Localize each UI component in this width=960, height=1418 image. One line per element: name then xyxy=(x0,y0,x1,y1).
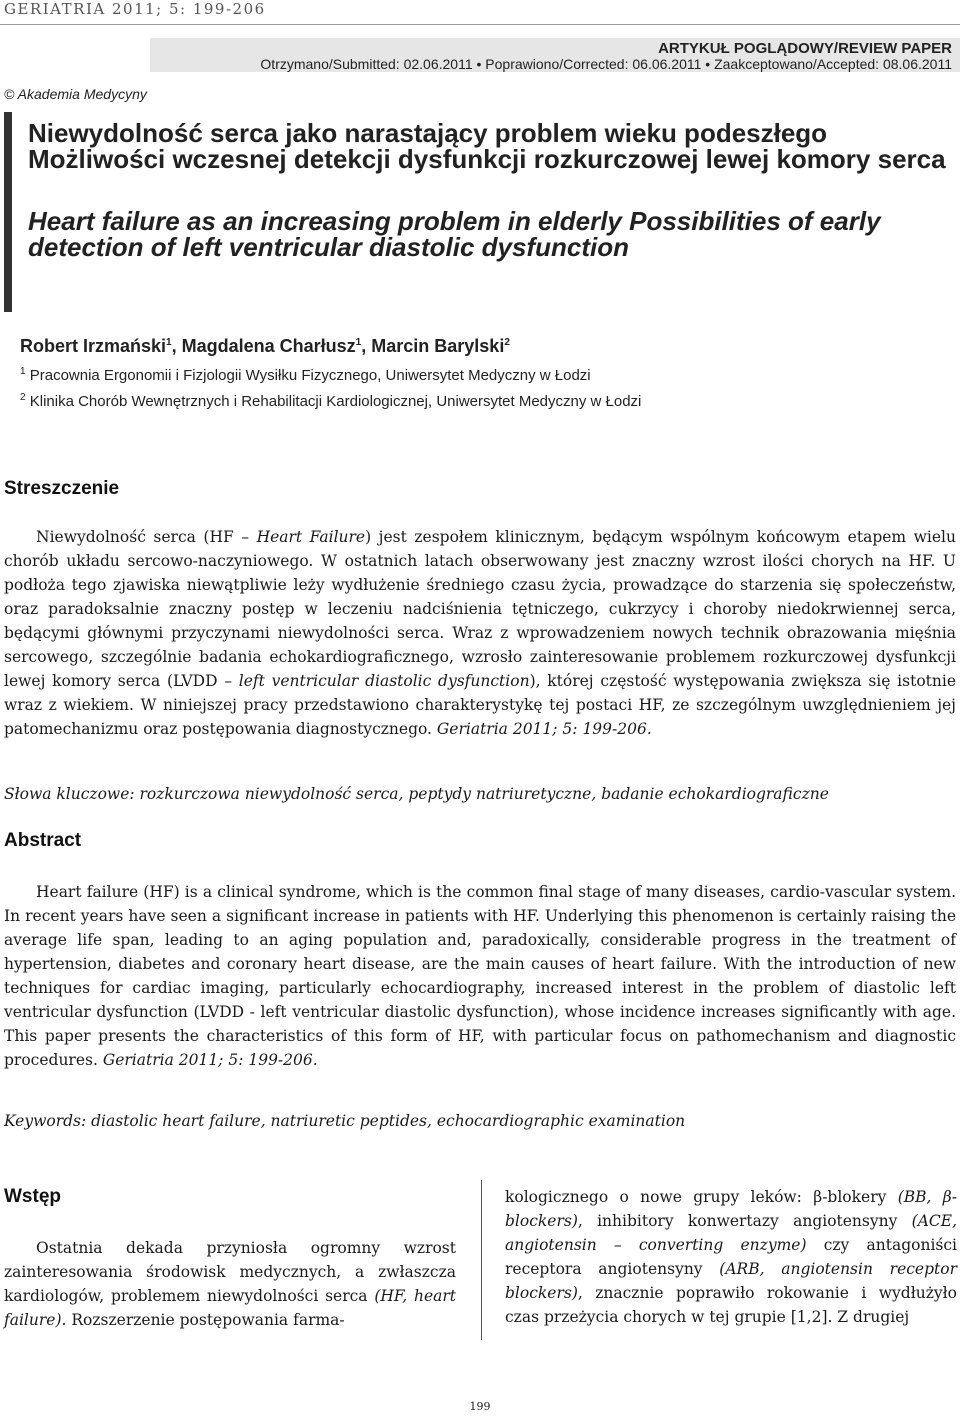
body-column-left xyxy=(4,1236,456,1332)
body-column-right xyxy=(505,1185,957,1329)
text-run: Niewydolność serca (HF – xyxy=(36,528,257,546)
affiliation xyxy=(20,392,641,410)
text-run: Rozszerzenie postępowania farma- xyxy=(66,1311,345,1329)
text-run: , znacznie poprawiło rokowanie i wydłużyło czas przeżycia chorych w tej grupie [1,2]. Z drugiej xyxy=(505,1284,957,1326)
affiliation-number: 2 xyxy=(20,392,26,403)
title-polish: Niewydolność serca jako narastający problem wieku podeszłego Możliwości wczesnej detekcji dysfunkcji rozkurczowej lewej komory serca xyxy=(28,118,946,174)
column-divider xyxy=(481,1180,482,1340)
text-run: Heart failure (HF) is a clinical syndrome, which is the common final stage of many diseases, cardio-vascular system. In recent years have seen a significant increase in patients with HF. Underlying this phenomenon is certainly raising the average life span, leading to an aging population and, paradoxically, considerable progress in the treatment of hypertension, diabetes and coronary heart disease, are the main causes of heart failure. With the introduction of new techniques for cardiac imaging, particularly echocardiography, increased interest in the problem of diastolic left ventricular dysfunction (LVDD - left ventricular diastolic dysfunction), whose incidence increases significantly with age. This paper presents the characteristics of this form of HF, with particular focus on pathomechanism and diagnostic procedures. xyxy=(4,883,956,1069)
page-number: 199 xyxy=(469,1400,491,1413)
header-divider xyxy=(0,24,960,25)
text-run-italic: Heart Failure xyxy=(256,528,366,546)
title-block xyxy=(4,112,960,312)
text-run-italic: (ARB, angiotensin receptor blockers) xyxy=(505,1260,957,1302)
text-run: czy antagoniści receptora angiotensyny xyxy=(505,1236,957,1278)
keywords-polish: Słowa kluczowe: rozkurczowa niewydolność serca, peptydy natriuretyczne, badanie echokardiograficzne xyxy=(4,785,829,803)
article-info-band xyxy=(150,38,960,72)
text-run: , inhibitory konwertazy angiotensyny xyxy=(577,1212,912,1230)
running-head: GERIATRIA 2011; 5: 199-206 xyxy=(4,0,266,18)
streszczenie-heading: Streszczenie xyxy=(4,478,120,499)
author-name: Marcin Barylski xyxy=(371,336,505,356)
text-run-italic: (BB, β-blockers) xyxy=(505,1188,957,1230)
citation: Geriatria 2011; 5: 199-206. xyxy=(436,720,652,738)
article-type: ARTYKUŁ POGLĄDOWY/REVIEW PAPER xyxy=(658,40,952,57)
submission-dates: Otrzymano/Submitted: 02.06.2011 • Poprawiono/Corrected: 06.06.2011 • Zaakceptowano/Accepted: 08.06.2011 xyxy=(260,56,952,72)
keywords-english: Keywords: diastolic heart failure, natriuretic peptides, echocardiographic examination xyxy=(4,1112,686,1130)
streszczenie-paragraph xyxy=(4,525,956,741)
author-list: Robert Irzmański$^1$, Magdalena Charłusz$^1$, Marcin Barylski$^2$ xyxy=(20,336,510,356)
text-run: ), której częstość występowania zwiększa się istotnie wraz z wiekiem. W niniejszej pracy przedstawiono charakterystykę tej postaci HF, ze szczególnym uwzględnieniem jej patomechanizmu oraz postępowania diagnostycznego. xyxy=(4,672,956,738)
abstract-paragraph xyxy=(4,880,956,1072)
text-run-italic: (ACE, angiotensin – converting enzyme) xyxy=(505,1212,957,1254)
affiliation-text: Klinika Chorób Wewnętrznych i Rehabilitacji Kardiologicznej, Uniwersytet Medyczny w Łodzi xyxy=(29,393,642,410)
affiliation-number: 1 xyxy=(20,366,26,377)
text-run: ) jest zespołem klinicznym, będącym wspólnym końcowym etapem wielu chorób układu sercowo-naczyniowego. W ostatnich latach obserwowany jest znaczny wzrost ilości chorych na HF. U podłoża tego zjawiska niewątpliwie leży wydłużenie średniego czasu życia, prowadzące do starzenia się społeczeństw, oraz paradoksalnie znaczny postęp w leczeniu nadciśnienia tętniczego, cukrzycy i choroby niedokrwiennej serca, będącymi głównymi przyczynami niewydolności serca. Wraz z wprowadzeniem nowych technik obrazowania mięśnia sercowego, szczególnie badania echokardiograficznego, wzrosło zainteresowanie problemem rozkurczowej dysfunkcji lewej komory serca (LVDD – xyxy=(4,528,956,690)
text-run: kologicznego o nowe grupy leków: β-blokery xyxy=(505,1188,898,1206)
citation: Geriatria 2011; 5: 199-206. xyxy=(102,1051,318,1069)
author-affiliation-mark: 1 xyxy=(166,337,172,348)
affiliation-text: Pracownia Ergonomii i Fizjologii Wysiłku Fizycznego, Uniwersytet Medyczny w Łodzi xyxy=(29,367,591,384)
abstract-heading: Abstract xyxy=(4,830,82,851)
author-affiliation-mark: 2 xyxy=(504,337,510,348)
text-run-italic: (HF, heart failure). xyxy=(4,1287,457,1329)
affiliation xyxy=(20,366,591,384)
text-run: Ostatnia dekada przyniosła ogromny wzrost zainteresowania środowisk medycznych, a zwłaszcza kardiologów, problemem niewydolności serca xyxy=(4,1239,456,1305)
author-affiliation-mark: 1 xyxy=(355,337,362,348)
title-english: Heart failure as an increasing problem in elderly Possibilities of early detection of left ventricular diastolic dysfunction xyxy=(28,206,881,262)
author-name: Magdalena Charłusz xyxy=(181,336,356,356)
introduction-heading: Wstęp xyxy=(4,1186,61,1207)
author-name: Robert Irzmański xyxy=(20,336,167,356)
text-run-italic: left ventricular diastolic dysfunction xyxy=(238,672,530,690)
copyright-notice: © Akademia Medycyny xyxy=(4,86,147,102)
